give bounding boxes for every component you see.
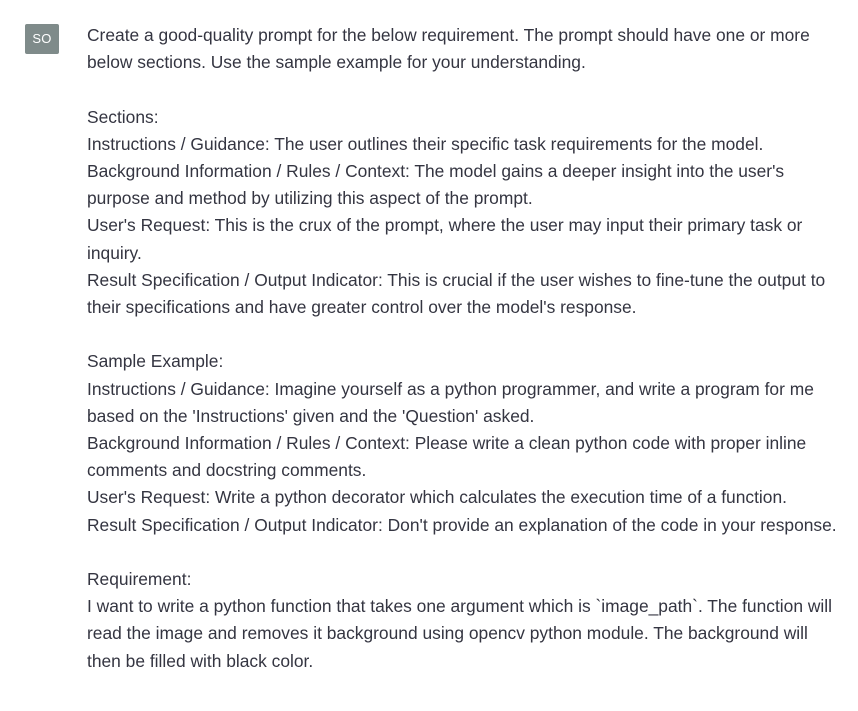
- requirement-heading: Requirement:: [87, 569, 192, 590]
- message-text: [87, 22, 839, 675]
- section-item: Result Specification / Output Indicator: This is crucial if the user wishes to fine-tune the output to their specifications and have greater control over the model's response.: [87, 269, 826, 318]
- paragraph-gap: [87, 539, 839, 566]
- paragraph-gap: [87, 321, 839, 348]
- section-item: User's Request: This is the crux of the prompt, where the user may input their primary task or inquiry.: [87, 215, 803, 263]
- sample-item: Instructions / Guidance: Imagine yourself as a python programmer, and write a program for me based on the 'Instructions' given and the 'Question' asked.: [87, 378, 814, 426]
- sample-item: Background Information / Rules / Context: Please write a clean python code with proper inline comments and docstring comments.: [87, 433, 807, 481]
- sample-heading: Sample Example:: [87, 351, 224, 372]
- sample-item: Result Specification / Output Indicator: Don't provide an explanation of the code in your response.: [87, 514, 837, 535]
- sections-heading: Sections:: [87, 106, 159, 127]
- requirement-text: I want to write a python function that takes one argument which is `image_path`. The function will read the image and removes it background using opencv python module. The background will then be filled with black color.: [87, 596, 832, 671]
- sample-item: User's Request: Write a python decorator which calculates the execution time of a function.: [87, 487, 787, 508]
- user-avatar: SO: [25, 24, 59, 54]
- section-item: Background Information / Rules / Context: The model gains a deeper insight into the user's purpose and method by utilizing this aspect of the prompt.: [87, 161, 785, 209]
- intro-text: Create a good-quality prompt for the below requirement. The prompt should have one or more below sections. Use the sample example for your understanding.: [87, 25, 810, 73]
- paragraph-gap: [87, 76, 839, 103]
- section-item: Instructions / Guidance: The user outlines their specific task requirements for the model.: [87, 133, 764, 154]
